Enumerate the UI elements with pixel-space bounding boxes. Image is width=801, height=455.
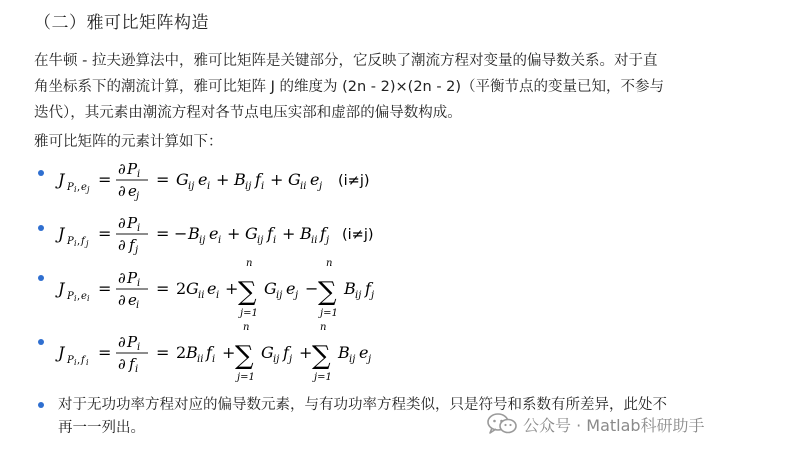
svg-text:f: f [267,224,273,243]
wechat-icon [487,413,517,435]
sum-upper: n [320,322,327,333]
svg-text:i: i [137,169,141,180]
svg-text:B: B [188,224,200,243]
svg-text:e: e [128,182,137,200]
svg-text:P: P [127,160,138,178]
svg-text:+: + [225,279,239,298]
svg-text:,: , [77,182,81,193]
svg-text:=: = [156,279,170,298]
svg-text:j: j [136,191,140,202]
svg-text:j: j [371,290,375,301]
svg-text:i: i [74,239,77,248]
svg-text:ii: ii [197,354,204,365]
svg-text:e: e [81,291,87,302]
svg-text:f: f [206,343,212,362]
note-line: 再一一列出。 [58,420,145,436]
svg-text:j: j [289,354,293,365]
paragraph-line: 角坐标系下的潮流计算，雅可比矩阵 J 的维度为 (2n - 2)×(2n - 2)（平衡节点的变量已知，不参与 [34,79,665,95]
svg-text:f: f [365,279,371,298]
watermark-text: 公众号 · Matlab科研助手 [523,415,705,435]
sum-lower: j=1 [237,372,255,383]
svg-text:,: , [77,355,81,366]
svg-text:i: i [137,278,141,289]
svg-text:=: = [98,279,112,298]
svg-text:f: f [129,355,135,373]
svg-text:e: e [286,279,296,298]
svg-text:ii: ii [300,181,307,192]
svg-text:+: + [299,343,313,362]
svg-text:j: j [295,290,299,301]
svg-text:f: f [129,236,135,254]
svg-text:i: i [74,185,77,194]
svg-text:j: j [86,239,89,248]
sum-upper: n [246,258,253,269]
svg-text:i: i [86,358,89,367]
svg-text:e: e [198,170,208,189]
formula-dP-df [58,210,418,258]
svg-text:B: B [186,343,198,362]
svg-text:−: − [305,279,319,298]
svg-text:ij: ij [257,235,264,246]
sum-upper: n [326,258,333,269]
svg-text:J: J [58,170,65,189]
svg-text:∂: ∂ [118,214,126,232]
sum-lower: j=1 [320,308,338,319]
svg-text:e: e [359,343,369,362]
svg-text:i: i [212,354,216,365]
sum-upper: n [243,322,250,333]
svg-text:i: i [74,358,77,367]
svg-text:j: j [368,354,372,365]
svg-text:=: = [98,343,112,362]
svg-text:B: B [344,279,356,298]
svg-text:f: f [283,343,289,362]
svg-text:i: i [135,364,139,375]
formula-condition: (i≠j) [338,173,370,189]
svg-text:,: , [77,291,81,302]
svg-text:ij: ij [349,354,356,365]
svg-text:e: e [81,182,87,193]
svg-text:∂: ∂ [118,236,126,254]
svg-text:j: j [319,181,323,192]
paragraph-line: 迭代），其元素由潮流方程对各节点电压实部和虚部的偏导数构成。 [34,105,462,121]
svg-text:ij: ij [355,290,362,301]
svg-text:∑: ∑ [235,341,254,371]
svg-text:∂: ∂ [118,269,126,287]
formula-intro: 雅可比矩阵的元素计算如下： [34,134,223,150]
svg-text:=: = [156,170,170,189]
svg-text:j: j [135,245,139,256]
svg-text:i: i [137,342,141,353]
svg-text:+: + [216,170,230,189]
svg-text:i: i [87,294,90,303]
svg-text:J: J [58,279,65,298]
svg-text:e: e [128,291,137,309]
svg-text:j: j [326,235,330,246]
svg-text:f: f [255,170,261,189]
svg-text:i: i [218,235,222,246]
watermark [487,412,705,436]
svg-text:∂: ∂ [118,160,126,178]
sum-lower: j=1 [314,372,332,383]
formula-condition: (i≠j) [342,227,374,243]
svg-text:P: P [127,333,138,351]
svg-text:G: G [264,279,277,298]
bullet-dot [38,170,44,176]
formula-dP-de [58,156,418,202]
svg-text:e: e [209,224,219,243]
svg-text:∂: ∂ [118,355,126,373]
svg-text:i: i [207,181,211,192]
svg-text:P: P [67,182,74,193]
svg-text:G: G [176,170,189,189]
svg-text:i: i [216,290,220,301]
svg-text:i: i [261,181,265,192]
svg-text:i: i [136,300,140,311]
svg-text:f: f [81,236,85,247]
sum-lower: j=1 [240,308,258,319]
svg-text:P: P [127,214,138,232]
paragraph-line: 在牛顿 - 拉夫逊算法中，雅可比矩阵是关键部分，它反映了潮流方程对变量的偏导数关系。对于直 [34,53,658,69]
svg-text:i: i [273,235,277,246]
svg-text:P: P [67,291,74,302]
svg-text:J: J [58,343,65,362]
svg-text:,: , [77,236,81,247]
svg-text:ii: ii [198,290,205,301]
svg-text:∂: ∂ [118,333,126,351]
svg-text:ij: ij [199,235,206,246]
svg-text:P: P [67,236,74,247]
bullet-dot [38,339,44,345]
svg-text:P: P [67,355,74,366]
svg-text:∂: ∂ [118,291,126,309]
formula-dP-df-diagonal [58,322,438,384]
svg-text:B: B [300,224,312,243]
section-heading: （二）雅可比矩阵构造 [34,13,209,33]
svg-text:ij: ij [188,181,195,192]
svg-text:+: + [270,170,284,189]
svg-text:∑: ∑ [238,277,257,307]
svg-text:B: B [234,170,246,189]
svg-text:∂: ∂ [118,182,126,200]
note-line: 对于无功功率方程对应的偏导数元素，与有功功率方程类似，只是符号和系数有所差异，此处不 [58,397,667,413]
svg-text:P: P [127,269,138,287]
bullet-dot [38,402,44,408]
svg-text:G: G [186,279,199,298]
svg-text:∑: ∑ [318,277,337,307]
svg-text:J: J [58,224,65,243]
svg-text:j: j [87,185,90,194]
svg-text:=: = [156,343,170,362]
svg-text:+: + [227,224,241,243]
svg-text:+: + [282,224,296,243]
bullet-dot [38,225,44,231]
svg-text:=: = [98,224,112,243]
svg-text:+: + [222,343,236,362]
svg-text:G: G [261,343,274,362]
svg-text:ij: ij [245,181,252,192]
svg-text:f: f [320,224,326,243]
svg-text:e: e [207,279,217,298]
svg-text:ij: ij [276,290,283,301]
bullet-dot [38,275,44,281]
svg-text:G: G [288,170,301,189]
svg-text:f: f [81,355,85,366]
svg-text:e: e [310,170,320,189]
intro-paragraph [34,48,774,126]
svg-text:2: 2 [176,343,187,362]
svg-text:B: B [338,343,350,362]
svg-text:2: 2 [176,279,187,298]
formula-dP-de-diagonal [58,258,438,320]
svg-text:i: i [74,294,77,303]
svg-text:−: − [174,224,188,243]
svg-text:∑: ∑ [312,341,331,371]
svg-text:=: = [98,170,112,189]
svg-text:i: i [137,223,141,234]
svg-text:G: G [245,224,258,243]
svg-text:ii: ii [311,235,318,246]
svg-text:=: = [156,224,170,243]
svg-text:ij: ij [273,354,280,365]
